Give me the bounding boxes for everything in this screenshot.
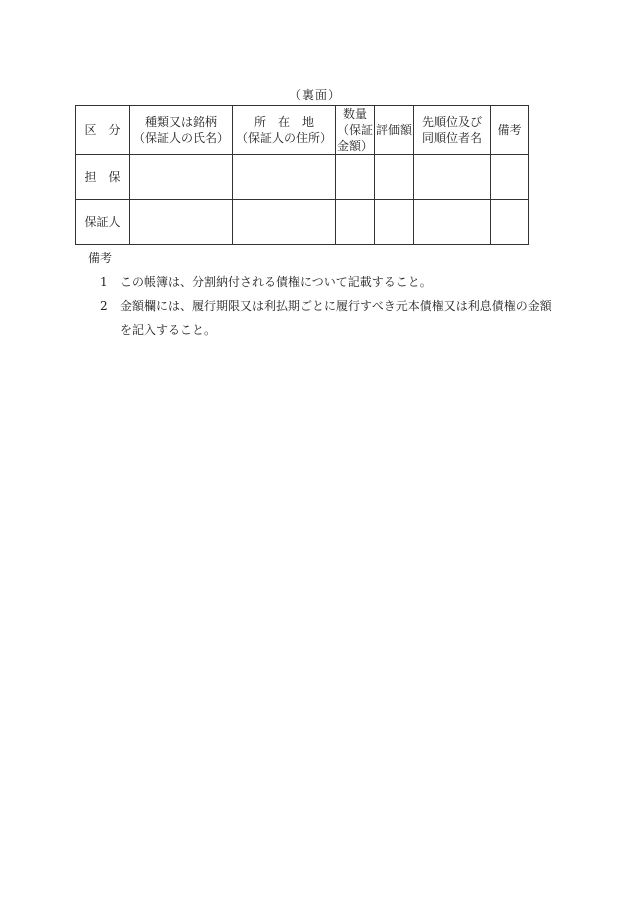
header-line: 先順位及び (421, 115, 482, 129)
header-category (76, 106, 130, 155)
header-line: 評価額 (375, 123, 412, 137)
header-prior-ranking (414, 106, 491, 155)
note-number: 1 (100, 275, 108, 289)
row-label: 担 保 (76, 155, 130, 200)
table-cell (491, 155, 529, 200)
header-line: 同順位者名 (421, 131, 482, 145)
header-line: 数量 (342, 107, 367, 121)
table-cell (414, 200, 491, 245)
table-row-collateral (76, 155, 529, 200)
table-cell (491, 200, 529, 245)
table-cell (233, 200, 336, 245)
notes-heading: 備考 (88, 251, 113, 265)
header-line: （保証人の住所） (235, 131, 332, 145)
header-line: 金額） (336, 139, 373, 153)
header-line: （保証 (336, 123, 373, 137)
ledger-table (75, 105, 529, 245)
header-line: 区 分 (84, 123, 121, 137)
row-label: 保証人 (76, 200, 130, 245)
table-cell (336, 155, 375, 200)
header-line: 所 在 地 (253, 115, 314, 129)
note-number: 2 (100, 299, 108, 313)
table-row-guarantor (76, 200, 529, 245)
table-cell (375, 155, 414, 200)
note-item (88, 294, 560, 342)
page-title: （裏面） (288, 88, 341, 102)
header-location (233, 106, 336, 155)
header-line: （保証人の氏名） (132, 131, 229, 145)
table-cell (233, 155, 336, 200)
notes-section (88, 246, 560, 342)
header-line: 種類又は銘柄 (144, 115, 217, 129)
table-cell (414, 155, 491, 200)
header-valuation (375, 106, 414, 155)
note-item (88, 270, 560, 294)
table-cell (375, 200, 414, 245)
header-quantity (336, 106, 375, 155)
note-text: 金額欄には、履行期限又は利払期ごとに履行すべき元本債権又は利息債権の金額を記入すること。 (120, 299, 552, 337)
header-type-or-brand (130, 106, 233, 155)
table-header-row (76, 106, 529, 155)
header-line: 備考 (497, 123, 522, 137)
table-cell (336, 200, 375, 245)
table-cell (130, 200, 233, 245)
note-text: この帳簿は、分割納付される債権について記載すること。 (120, 275, 432, 289)
table-cell (130, 155, 233, 200)
header-remarks (491, 106, 529, 155)
